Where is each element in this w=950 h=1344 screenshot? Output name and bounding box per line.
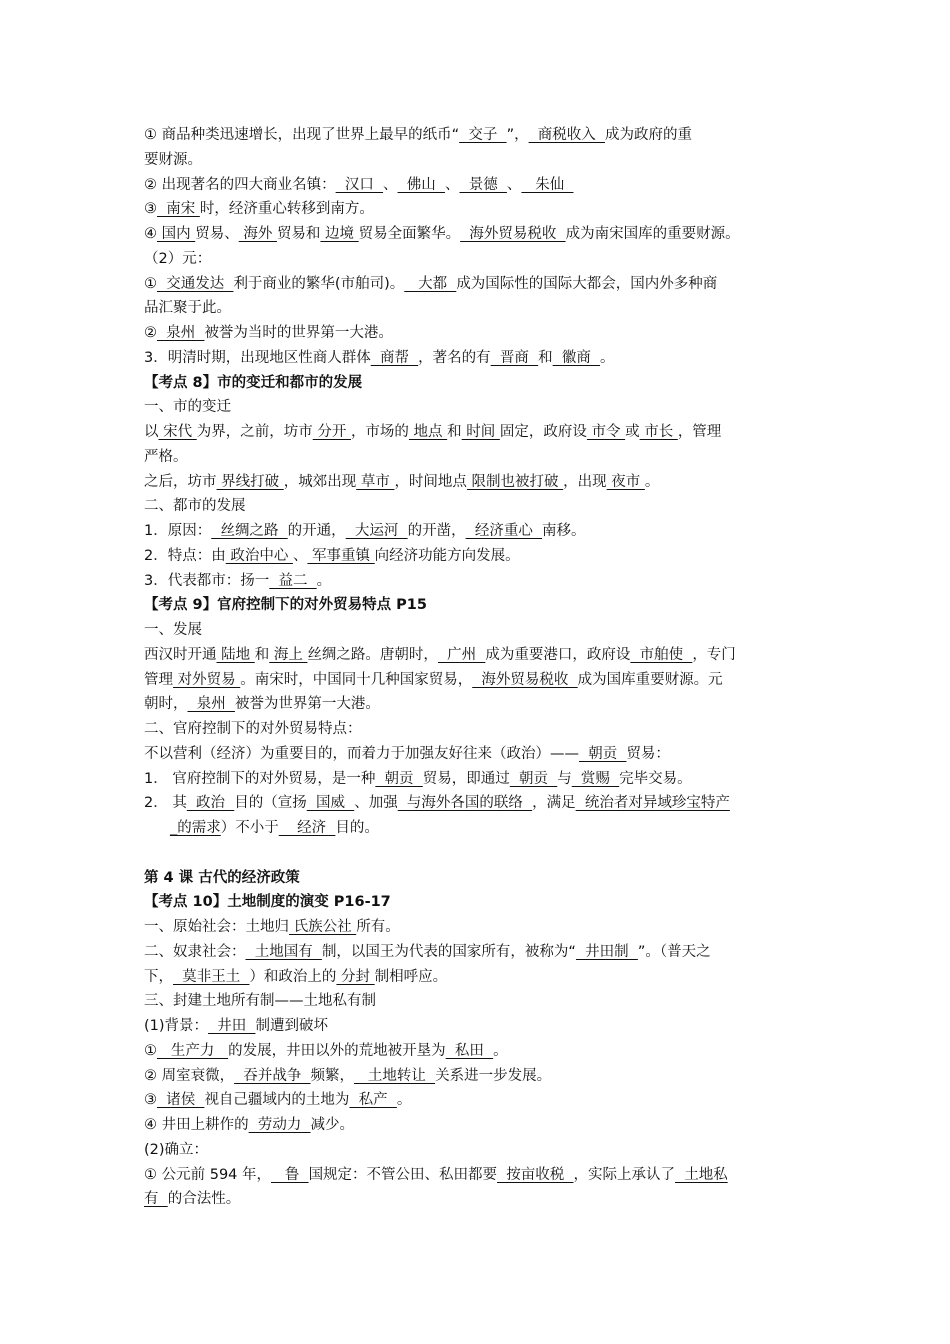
text-run: 制遭到破坏: [255, 1018, 328, 1034]
text-run: 固定，政府设: [499, 424, 587, 440]
text-run: 关系进一步发展。: [435, 1067, 552, 1084]
fill-in-answer: 汉口: [335, 176, 384, 193]
blank-line: [144, 841, 814, 866]
text-run: ，专门: [692, 646, 736, 663]
fill-in-answer: 界线打破: [216, 473, 284, 490]
fill-in-answer: 劳动力: [248, 1117, 311, 1133]
text-run: 频繁，: [310, 1067, 355, 1084]
fill-in-answer: 诸侯: [157, 1092, 205, 1109]
text-line: [144, 643, 814, 668]
text-run: ，城郊出现: [283, 473, 357, 490]
fill-in-answer: 经济: [278, 820, 336, 836]
fill-in-answer: 商税收入: [528, 127, 606, 143]
text-line: [144, 767, 814, 792]
text-run: 被誉为当时的世界第一大港。: [204, 325, 393, 341]
text-run: 制相呼应。: [374, 968, 448, 985]
text-run: 的开通，: [287, 523, 346, 539]
text-run: 【考点 8】市的变迁和都市的发展: [144, 374, 363, 391]
text-line: [144, 1163, 814, 1188]
text-run: ”。（普天之: [637, 943, 711, 960]
section-heading: [144, 890, 814, 915]
fill-in-answer: 土地国有: [245, 943, 322, 960]
text-run: 的发展，井田以外的荒地被开垦为: [228, 1042, 446, 1059]
fill-in-answer: 佛山: [397, 176, 445, 193]
fill-in-answer: 朱仙: [521, 176, 574, 193]
text-run: 和: [254, 646, 270, 663]
text-run: 【考点 9】官府控制下的对外贸易特点 P15: [144, 597, 427, 614]
text-run: 品汇聚于此。: [144, 300, 231, 317]
text-run: 目的（宣扬: [234, 795, 307, 812]
text-run: 。: [600, 349, 615, 366]
text-run: 3．代表都市：扬一: [144, 572, 270, 589]
fill-in-answer: 景德: [459, 176, 507, 193]
text-run: ，市场的: [350, 424, 409, 440]
text-run: ，时间地点: [394, 473, 467, 490]
text-line: [144, 940, 814, 965]
text-run: 。: [316, 572, 332, 589]
fill-in-answer: 市令: [586, 424, 626, 440]
text-run: 一、发展: [144, 622, 202, 638]
fill-in-answer: _的需求: [170, 820, 221, 836]
text-run: 、: [444, 176, 460, 193]
fill-in-answer: 地点: [408, 424, 448, 440]
text-run: 严格。: [144, 448, 188, 465]
text-run: ③: [144, 1092, 157, 1109]
fill-in-answer: 军事重镇: [307, 547, 375, 564]
fill-in-answer: 分封: [336, 968, 375, 985]
fill-in-answer: 宋代: [158, 424, 197, 440]
text-run: 【考点 10】土地制度的演变 P16-17: [144, 894, 391, 911]
fill-in-answer: 泉州: [157, 325, 205, 341]
fill-in-answer: 朝贡: [579, 745, 627, 762]
text-line: [144, 420, 814, 445]
text-line: [144, 247, 814, 272]
text-line: [144, 668, 814, 693]
text-line: [144, 1064, 814, 1089]
text-run: 与: [557, 770, 572, 787]
text-run: 、加强: [354, 795, 398, 812]
text-line: [144, 791, 814, 816]
text-line: [144, 1039, 814, 1064]
fill-in-answer: 益二: [269, 572, 317, 589]
text-run: 为界，之前，坊市: [196, 424, 313, 440]
text-run: 、: [506, 176, 522, 193]
fill-in-answer: 土地私: [675, 1166, 728, 1183]
fill-in-answer: 生产力: [157, 1042, 229, 1059]
fill-in-answer: 泉州: [187, 696, 235, 713]
text-run: 成为重要港口，政府设: [485, 646, 631, 663]
text-run: 视自己疆域内的土地为: [204, 1092, 350, 1109]
text-run: 下，: [144, 968, 173, 985]
fill-in-answer: 有: [144, 1191, 168, 1208]
text-run: ①: [144, 275, 157, 292]
text-run: 以: [144, 424, 159, 440]
text-run: ，满足: [532, 795, 576, 812]
text-run: 或: [625, 424, 640, 440]
text-run: 2． 其: [144, 795, 187, 812]
fill-in-answer: 边境: [320, 226, 359, 242]
fill-in-answer: 经济重心: [465, 523, 543, 539]
text-run: 1． 官府控制下的对外贸易，是一种: [144, 770, 376, 787]
fill-in-answer: 与海外各国的联络: [397, 795, 533, 812]
text-run: ）和政治上的: [249, 968, 337, 985]
fill-in-answer: 国威: [306, 795, 355, 812]
fill-in-answer: 朝贡: [375, 770, 423, 787]
text-run: (1)背景：: [144, 1018, 209, 1034]
fill-in-answer: 夜市: [606, 473, 645, 490]
text-run: 一、原始社会：土地归: [144, 919, 289, 935]
text-line: [144, 742, 814, 767]
fill-in-answer: 鲁: [271, 1166, 309, 1183]
text-run: 二、都市的发展: [144, 498, 246, 515]
text-run: 西汉时开通: [144, 646, 217, 663]
text-run: 所有。: [356, 919, 400, 935]
text-run: 贸易和: [276, 226, 321, 242]
fill-in-answer: 政治中心: [225, 547, 293, 564]
text-run: ④ 井田上耕作的: [144, 1117, 249, 1133]
text-run: 3．明清时期，出现地区性商人群体: [144, 349, 371, 366]
fill-in-answer: 土地转让: [354, 1067, 436, 1084]
text-run: 的开凿，: [407, 523, 466, 539]
fill-in-answer: 私产: [349, 1092, 397, 1109]
fill-in-answer: 市舶使: [630, 646, 693, 663]
text-line: [144, 989, 814, 1014]
fill-in-answer: 限制也被打破: [466, 473, 564, 490]
fill-in-answer: 按亩收税: [497, 1166, 574, 1183]
text-run: 向经济功能方向发展。: [374, 547, 520, 564]
text-line: [144, 519, 814, 544]
fill-in-answer: 政治: [186, 795, 235, 812]
fill-in-answer: 南宋: [157, 201, 200, 218]
fill-in-answer: 广州: [437, 646, 486, 663]
fill-in-answer: 海外贸易税收: [472, 671, 578, 688]
fill-in-answer: 统治者对异域珍宝特产: [575, 795, 730, 812]
fill-in-answer: 市长: [639, 424, 678, 440]
text-run: ②: [144, 325, 157, 341]
text-line: [144, 1187, 814, 1212]
fill-in-answer: 大运河: [345, 523, 408, 539]
fill-in-answer: 时间: [461, 424, 500, 440]
text-run: 三、封建土地所有制——土地私有制: [144, 993, 376, 1010]
text-run: ③: [144, 201, 157, 218]
text-run: 管理: [144, 671, 173, 688]
text-run: ① 公元前 594 年，: [144, 1166, 272, 1183]
text-run: 之后，坊市: [144, 473, 217, 490]
text-line: [144, 494, 814, 519]
text-run: 二、奴隶社会：: [144, 943, 246, 960]
text-run: 2．特点：由: [144, 547, 226, 564]
text-run: 被誉为世界第一大港。: [234, 696, 380, 713]
fill-in-answer: 赏赐: [571, 770, 620, 787]
fill-in-answer: 私田: [445, 1042, 494, 1059]
text-run: ）不小于: [220, 820, 279, 836]
text-run: 和: [447, 424, 462, 440]
text-line: [144, 915, 814, 940]
text-line: [144, 816, 814, 841]
fill-in-answer: 徽商: [552, 349, 601, 366]
text-run: 目的。: [335, 820, 379, 836]
text-run: 南移。: [542, 523, 586, 539]
text-run: 成为国库重要财源。元: [577, 671, 723, 688]
text-run: 贸易，即通过: [422, 770, 510, 787]
text-run: ② 出现著名的四大商业名镇：: [144, 176, 336, 193]
fill-in-answer: 对外贸易: [173, 671, 241, 688]
fill-in-answer: 国内: [157, 226, 196, 242]
text-line: [144, 1088, 814, 1113]
text-run: (2)确立：: [144, 1141, 209, 1158]
text-line: [144, 544, 814, 569]
fill-in-answer: 大都: [404, 275, 457, 292]
fill-in-answer: 莫非王土: [173, 968, 250, 985]
fill-in-answer: 晋商: [490, 349, 539, 366]
text-run: 。: [493, 1042, 508, 1059]
text-line: [144, 321, 814, 346]
text-line: [144, 692, 814, 717]
text-run: 贸易、: [195, 226, 239, 242]
fill-in-answer: 交子: [459, 127, 507, 143]
fill-in-answer: 海外: [238, 226, 277, 242]
fill-in-answer: 交通发达: [157, 275, 234, 292]
text-run: （2）元：: [144, 250, 212, 267]
text-run: 不以营利（经济）为重要目的，而着力于加强友好往来（政治）——: [144, 745, 579, 762]
fill-in-answer: 陆地: [216, 646, 255, 663]
text-run: 、: [292, 547, 308, 564]
document-body: [144, 123, 814, 1212]
text-run: 时，经济重心转移到南方。: [199, 201, 374, 218]
section-heading: [144, 866, 814, 891]
text-run: 减少。: [310, 1117, 355, 1133]
text-run: 。: [644, 473, 660, 490]
text-run: 第 4 课 古代的经济政策: [144, 869, 300, 886]
fill-in-answer: 草市: [356, 473, 395, 490]
fill-in-answer: 海外贸易税收: [460, 226, 566, 242]
text-run: ”，: [506, 127, 529, 143]
text-run: 利于商业的繁华(市舶司)。: [233, 275, 405, 292]
text-run: 成为南宋国库的重要财源。: [565, 226, 740, 242]
text-run: ② 周室衰微，: [144, 1067, 235, 1084]
text-run: 成为政府的重: [605, 127, 693, 143]
text-run: ，管理: [677, 424, 722, 440]
text-run: ，著名的有: [418, 349, 491, 366]
text-run: ④: [144, 226, 157, 242]
section-heading: [144, 371, 814, 396]
text-line: [144, 445, 814, 470]
fill-in-answer: 朝贡: [509, 770, 558, 787]
text-run: 贸易全面繁华。: [358, 226, 461, 242]
text-run: 。南宋时，中国同十几种国家贸易，: [240, 671, 473, 688]
text-line: [144, 618, 814, 643]
text-run: 的合法性。: [167, 1191, 241, 1208]
text-run: ① 商品种类迅速增长，出现了世界上最早的纸币“: [144, 127, 460, 143]
text-run: 一、市的变迁: [144, 399, 231, 416]
fill-in-answer: 吞并战争: [234, 1067, 311, 1084]
text-line: [144, 1113, 814, 1138]
text-line: [144, 272, 814, 297]
fill-in-answer: 商帮: [370, 349, 419, 366]
text-line: [144, 470, 814, 495]
text-run: 、: [383, 176, 398, 193]
text-line: [144, 123, 814, 148]
text-run: 二、官府控制下的对外贸易特点：: [144, 721, 362, 737]
text-run: 要财源。: [144, 151, 202, 168]
text-run: 朝时，: [144, 696, 188, 713]
text-line: [144, 1138, 814, 1163]
fill-in-answer: 井田制: [575, 943, 638, 960]
text-line: [144, 965, 814, 990]
text-run: 完毕交易。: [619, 770, 692, 787]
fill-in-answer: 氏族公社: [289, 919, 357, 935]
section-heading: [144, 593, 814, 618]
fill-in-answer: 海上: [269, 646, 308, 663]
text-line: [144, 717, 814, 742]
text-run: ，实际上承认了: [573, 1166, 675, 1183]
text-run: 贸易：: [626, 745, 670, 762]
text-line: [144, 569, 814, 594]
text-line: [144, 222, 814, 247]
text-line: [144, 346, 814, 371]
text-run: ①: [144, 1042, 157, 1059]
text-line: [144, 148, 814, 173]
text-line: [144, 296, 814, 321]
fill-in-answer: 井田: [208, 1018, 256, 1034]
text-run: 。: [396, 1092, 412, 1109]
text-run: 制，以国王为代表的国家所有，被称为“: [321, 943, 576, 960]
text-run: ，出现: [563, 473, 607, 490]
text-line: [144, 395, 814, 420]
text-run: 1．原因：: [144, 523, 212, 539]
fill-in-answer: 丝绸之路: [211, 523, 288, 539]
text-run: 和: [538, 349, 553, 366]
text-line: [144, 197, 814, 222]
text-run: 丝绸之路。唐朝时，: [307, 646, 438, 663]
fill-in-answer: 分开: [312, 424, 351, 440]
text-line: [144, 1014, 814, 1039]
text-run: 成为国际性的国际大都会，国内外多种商: [456, 275, 718, 292]
text-line: [144, 173, 814, 198]
text-run: 国规定：不管公田、私田都要: [308, 1166, 498, 1183]
